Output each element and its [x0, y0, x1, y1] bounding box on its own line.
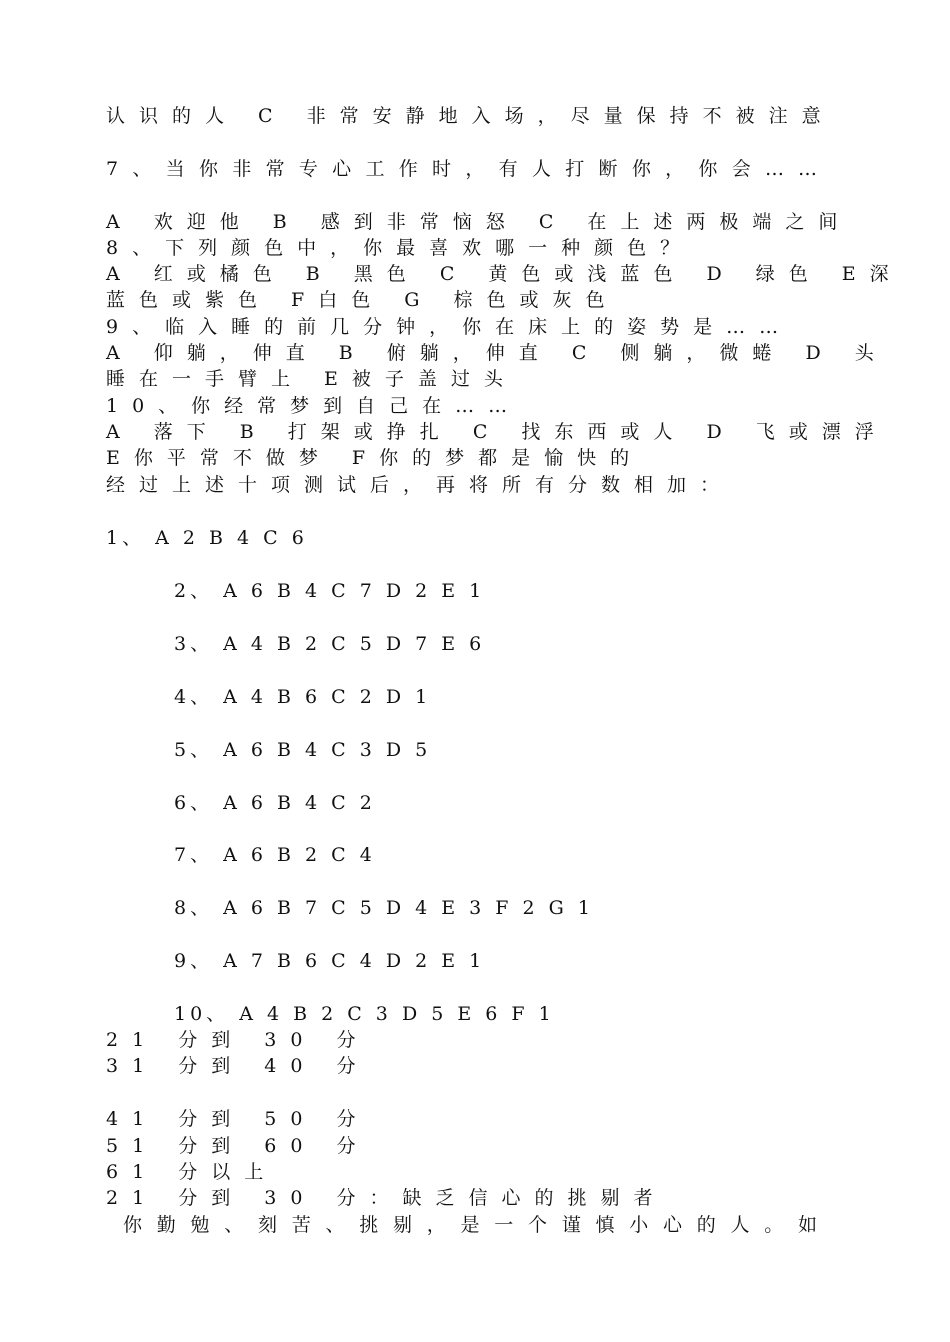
score-range: 21 分到 30 分 — [106, 1029, 370, 1051]
score-range: 61 分以上 — [106, 1161, 278, 1183]
answer-options: A 仰躺，伸直 B 俯躺，伸直 C 侧躺，微蜷 D 头 — [106, 342, 888, 364]
answer-options: A 红或橘色 B 黑色 C 黄色或浅蓝色 D 绿色 E深 — [106, 263, 903, 285]
score-row-10: 10、 A 4 B 2 C 3 D 5 E 6 F 1 — [174, 1003, 555, 1025]
scoring-intro: 经过上述十项测试后，再将所有分数相加： — [106, 474, 734, 496]
score-row-1: 1、 A 2 B 4 C 6 — [106, 527, 308, 549]
score-row-2: 2、 A 6 B 4 C 7 D 2 E 1 — [174, 580, 486, 602]
result-paragraph: 你勤勉、刻苦、挑剔，是一个谨慎小心的人。如 — [123, 1214, 831, 1236]
score-row-6: 6、 A 6 B 4 C 2 — [174, 792, 376, 814]
answer-options: 蓝色或紫色 F白色 G 棕色或灰色 — [106, 289, 619, 311]
question-7: 7、当你非常专心工作时，有人打断你，你会…… — [106, 158, 831, 180]
text-line: 认识的人 C 非常安静地入场，尽量保持不被注意 — [106, 105, 835, 127]
score-row-9: 9、 A 7 B 6 C 4 D 2 E 1 — [174, 950, 486, 972]
answer-options: A 落下 B 打架或挣扎 C 找东西或人 D 飞或漂浮 — [106, 421, 888, 443]
answer-options: A 欢迎他 B 感到非常恼怒 C 在上述两极端之间 — [106, 211, 852, 233]
question-9: 9、临入睡的前几分钟，你在床上的姿势是…… — [106, 316, 793, 338]
result-heading: 21 分到 30 分：缺乏信心的挑剔者 — [106, 1187, 667, 1209]
score-row-5: 5、 A 6 B 4 C 3 D 5 — [174, 739, 432, 761]
answer-options: 睡在一手臂上 E被子盖过头 — [106, 368, 517, 390]
score-row-4: 4、 A 4 B 6 C 2 D 1 — [174, 686, 432, 708]
score-row-8: 8、 A 6 B 7 C 5 D 4 E 3 F 2 G 1 — [174, 897, 594, 919]
score-range: 31 分到 40 分 — [106, 1055, 370, 1077]
question-8: 8、下列颜色中，你最喜欢哪一种颜色？ — [106, 237, 694, 259]
score-range: 41 分到 50 分 — [106, 1108, 370, 1130]
score-row-3: 3、 A 4 B 2 C 5 D 7 E 6 — [174, 633, 486, 655]
question-10: 10、你经常梦到自己在…… — [106, 395, 522, 417]
score-row-7: 7、 A 6 B 2 C 4 — [174, 844, 376, 866]
answer-options: E你平常不做梦 F你的梦都是愉快的 — [106, 447, 644, 469]
score-range: 51 分到 60 分 — [106, 1135, 370, 1157]
